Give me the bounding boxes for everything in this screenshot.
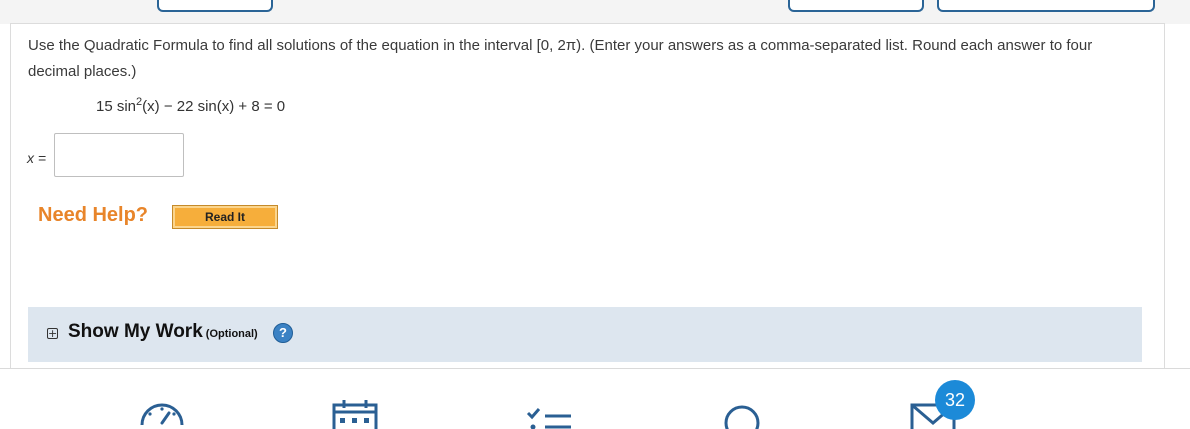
show-my-work-label: Show My Work bbox=[68, 321, 203, 342]
notification-badge: 32 bbox=[935, 380, 975, 420]
equation bbox=[96, 96, 285, 115]
top-toolbar-button[interactable] bbox=[157, 0, 273, 12]
read-it-button[interactable]: Read It bbox=[172, 205, 278, 229]
equation-tail: (x) − 22 sin(x) + 8 = 0 bbox=[142, 98, 285, 115]
equation-exponent: 2 bbox=[136, 96, 142, 108]
calendar-icon[interactable] bbox=[332, 399, 380, 429]
show-my-work-panel bbox=[28, 307, 1142, 362]
checklist-icon[interactable] bbox=[525, 399, 573, 429]
optional-label: (Optional) bbox=[206, 328, 258, 340]
top-toolbar-strip bbox=[0, 0, 1190, 24]
equation-lead: 15 sin bbox=[96, 98, 136, 115]
need-help-label: Need Help? bbox=[38, 204, 148, 227]
answer-input[interactable] bbox=[54, 133, 184, 177]
question-text: Use the Quadratic Formula to find all solutions of the equation in the interval [0, 2π). (Enter your answers as a comma-separated list. Round each answer to four decimal places.) bbox=[28, 33, 1138, 85]
bottom-navigation bbox=[0, 369, 1190, 428]
expand-plus-icon[interactable]: + bbox=[47, 328, 58, 339]
top-toolbar-button[interactable] bbox=[788, 0, 924, 12]
show-my-work-title[interactable] bbox=[68, 321, 258, 343]
search-icon[interactable] bbox=[720, 399, 768, 429]
answer-label: x = bbox=[27, 150, 46, 166]
help-question-icon[interactable]: ? bbox=[273, 323, 293, 343]
top-toolbar-button[interactable] bbox=[937, 0, 1155, 12]
dashboard-gauge-icon[interactable] bbox=[138, 399, 186, 429]
